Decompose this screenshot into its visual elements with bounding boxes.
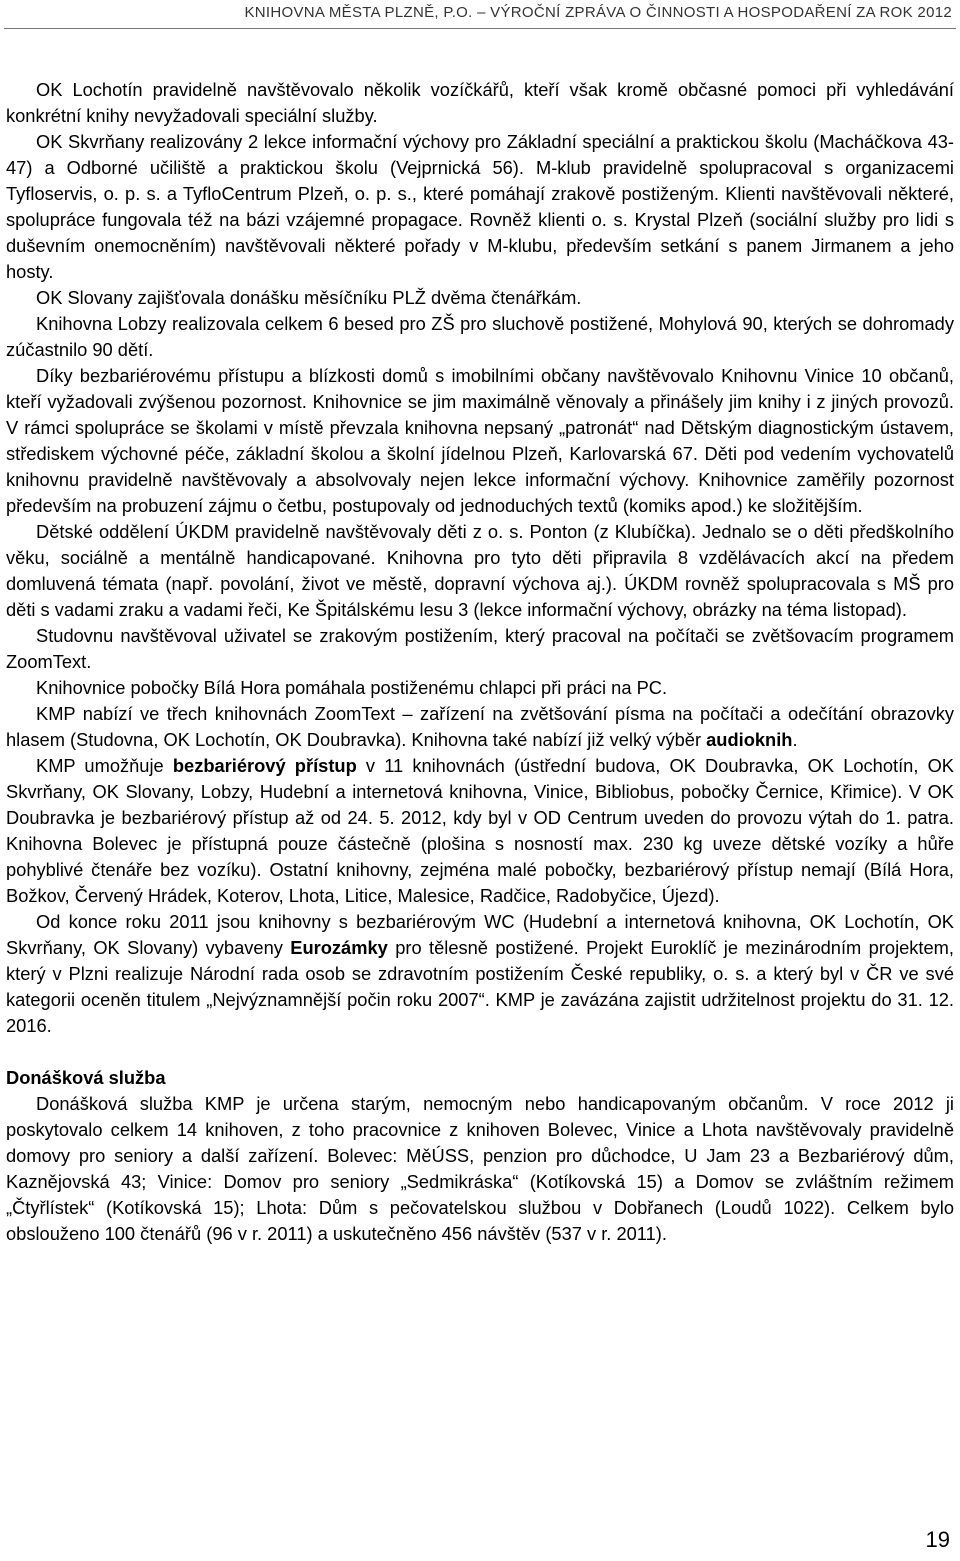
paragraph-studovna: Studovnu navštěvoval uživatel se zrakovým postižením, který pracoval na počítači se zvětšovacím programem ZoomText. <box>6 625 954 672</box>
paragraph-eurozamky-start: Od konce roku 2011 jsou knihovny s bezbariérovým WC (Hudební a internetová knihovna, OK Lochotín, OK Skvrňany, OK Slovany) vybaveny <box>6 911 954 958</box>
paragraph-lochotin: OK Lochotín pravidelně navštěvovalo několik vozíčkářů, kteří však kromě občasné pomoci při vyhledávání konkrétní knihy nevyžadovali speciální služby. <box>6 79 954 126</box>
paragraph-bila-hora: Knihovnice pobočky Bílá Hora pomáhala postiženému chlapci při práci na PC. <box>36 677 668 698</box>
paragraph-donaskova-sluzba: Donášková služba KMP je určena starým, nemocným nebo handicapovaným občanům. V roce 2012 ji poskytovalo celkem 14 knihoven, z toho pracovnice z knihoven Bolevec, Vinice a Lhota navštěvovaly pravidelně domovy pro seniory a další zařízení. Bolevec: MěÚSS, penzion pro důchodce, U Jam 23 a Bezbariérový dům, Kaznějovská 43; Vinice: Domov pro seniory „Sedmikráska“ (Kotíkovská 15) a Domov se zvláštním režimem „Čtyřlístek“ (Kotíkovská 15); Lhota: Dům s pečovatelskou službou v Dobřanech (Loudů 1022). Celkem bylo obslouženo 100 čtenářů (96 v r. 2011) a uskutečněno 456 návštěv (537 v r. 2011). <box>6 1093 954 1244</box>
eurozamky-emphasis: Eurozámky <box>290 937 388 958</box>
paragraph-eurozamky <box>6 909 954 1039</box>
paragraph-ukdm: Dětské oddělení ÚKDM pravidelně navštěvovaly děti z o. s. Ponton (z Klubíčka). Jednalo se o děti předškolního věku, sociálně a mentálně handicapované. Knihovna pro tyto děti připravila 8 vzdělávacích akcí na předem domluvená témata (např. povolání, život ve městě, dopravní výchova aj.). ÚKDM rovněž spolupracovala s MŠ pro děti s vadami zraku a vadami řeči, Ke Špitálskému lesu 3 (lekce informační výchovy, obrázky na téma listopad). <box>6 521 954 620</box>
paragraph-bezbarierovy-start: KMP umožňuje <box>36 755 173 776</box>
paragraph-bezbarierovy-text: v 11 knihovnách (ústřední budova, OK Doubravka, OK Lochotín, OK Skvrňany, OK Slovany, Lobzy, Hudební a internetová knihovna, Vinice, Bibliobus, pobočky Černice, Křimice). V OK Doubravka je bezbariérový přístup až od 24. 5. 2012, kdy byl v OD Centrum uveden do provozu výtah do 1. patra. Knihovna Bolevec je přístupná pouze částečně (plošina s nosností max. 230 kg uveze dětské vozíky a hůře pohyblivé čtenáře bez vozíku). Ostatní knihovny, zejména malé pobočky, bezbariérový přístup nemají (Bílá Hora, Božkov, Červený Hrádek, Koterov, Lhota, Litice, Malesice, Radčice, Radobyčice, Újezd). <box>6 755 954 906</box>
page-number: 19 <box>925 1527 950 1552</box>
bezbarierovy-pristup-emphasis: bezbariérový přístup <box>172 755 357 776</box>
running-header: KNIHOVNA MĚSTA PLZNĚ, P.O. – VÝROČNÍ ZPRÁVA O ČINNOSTI A HOSPODAŘENÍ ZA ROK 2012 <box>244 4 952 21</box>
section-heading-donaskova-sluzba: Donášková služba <box>6 1067 166 1088</box>
page-content <box>6 77 954 1247</box>
paragraph-zoomtext-text: KMP nabízí ve třech knihovnách ZoomText – zařízení na zvětšování písma na počítači a odečítání obrazovky hlasem (Studovna, OK Lochotín, OK Doubravka). Knihovna také nabízí již velký výběr <box>6 703 954 750</box>
audioknih-emphasis: audioknih <box>706 729 793 750</box>
paragraph-bezbarierovy <box>6 753 954 909</box>
paragraph-zoomtext <box>6 701 954 753</box>
paragraph-skvrnany: OK Skvrňany realizovány 2 lekce informační výchovy pro Základní speciální a praktickou školu (Macháčkova 43-47) a Odborné učiliště a praktickou školu (Vejprnická 56). M-klub pravidelně spolupracoval s organizacemi Tyfloservis, o. p. s. a TyfloCentrum Plzeň, o. p. s., které pomáhají zrakově postiženým. Klienti navštěvovali některé, spolupráce fungovala též na bázi vzájemné propagace. Rovněž klienti o. s. Krystal Plzeň (sociální služby pro lidi s duševním onemocněním) navštěvovali některé pořady v M-klubu, především setkání s panem Jirmanem a jeho hosty. <box>6 131 954 282</box>
paragraph-lobzy: Knihovna Lobzy realizovala celkem 6 besed pro ZŠ pro sluchově postižené, Mohylová 90, kterých se dohromady zúčastnilo 90 dětí. <box>6 313 954 360</box>
header-rule <box>4 28 956 29</box>
paragraph-slovany: OK Slovany zajišťovala donášku měsíčníku PLŽ dvěma čtenářkám. <box>36 287 582 308</box>
paragraph-eurozamky-text: pro tělesně postižené. Projekt Euroklíč je mezinárodním projektem, který v Plzni realizuje Národní rada osob se zdravotním postižením České republiky, o. s. a který byl v ČR ve své kategorii oceněn titulem „Nejvýznamnější počin roku 2007“. KMP je zavázána zajistit udržitelnost projektu do 31. 12. 2016. <box>6 937 954 1036</box>
paragraph-vinice: Díky bezbariérovému přístupu a blízkosti domů s imobilními občany navštěvovalo Knihovnu Vinice 10 občanů, kteří vyžadovali zvýšenou pozornost. Knihovnice se jim maximálně věnovaly a přinášely jim knihy i z jiných provozů. V rámci spolupráce se školami v místě převzala knihovna nepsaný „patronát“ nad Dětským diagnostickým ústavem, střediskem výchovné péče, základní školou a školní jídelnou Plzeň, Karlovarská 67. Děti pod vedením vychovatelů knihovnu pravidelně navštěvovaly a absolvovaly nejen lekce informační výchovy. Knihovnice zaměřily pozornost především na probuzení zájmu o četbu, postupovaly od jednoduchých textů (komiks apod.) ke složitějším. <box>6 365 954 516</box>
paragraph-zoomtext-end: . <box>792 729 798 750</box>
